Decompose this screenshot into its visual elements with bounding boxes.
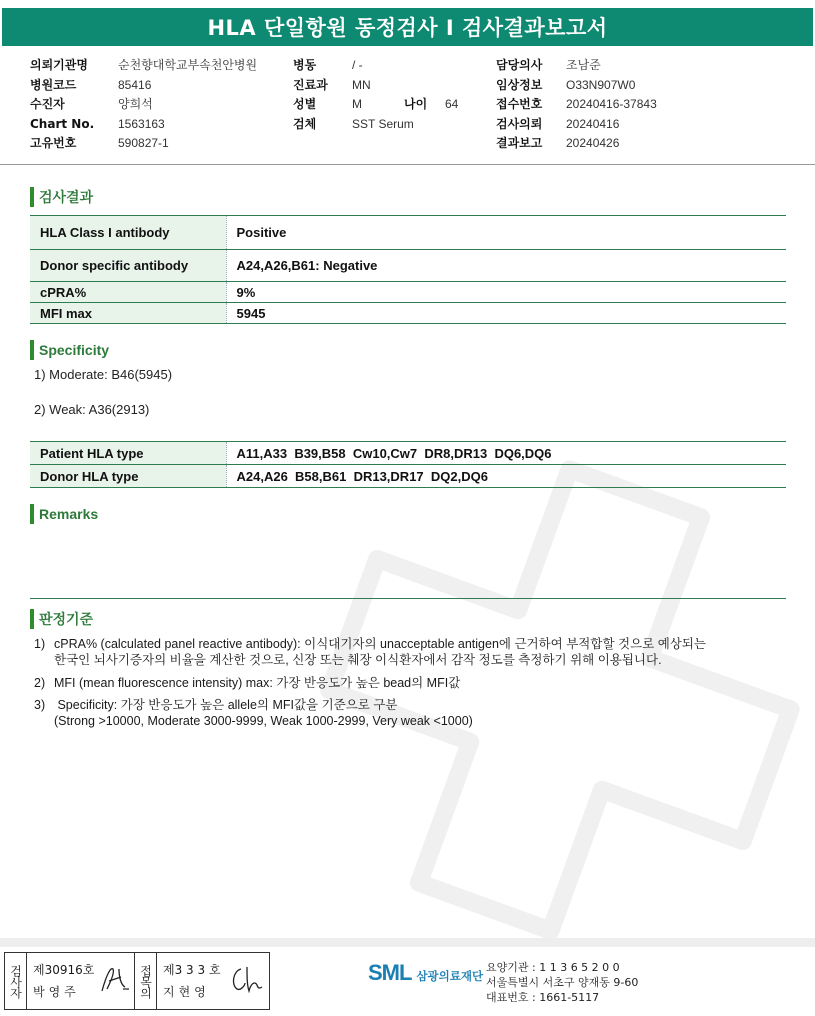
- info-row: [30, 134, 257, 154]
- criteria-section-title: [30, 609, 93, 629]
- hla-key: Patient HLA type: [30, 442, 226, 465]
- info-row: [30, 56, 257, 76]
- specificity-line: 2) Weak: A36(2913): [34, 402, 150, 417]
- info-value: 양희석: [118, 97, 153, 111]
- info-label: 수진자: [30, 97, 65, 111]
- info-value: 20240416: [566, 116, 620, 131]
- table-row: [30, 282, 786, 303]
- info-value: 20240426: [566, 136, 620, 150]
- criteria-text: (Strong >10000, Moderate 3000-9999, Weak 1000-2999, Very weak <1000): [54, 714, 473, 728]
- info-label: 의뢰기관명: [30, 58, 88, 72]
- info-row: [496, 56, 657, 76]
- remarks-divider: [30, 598, 786, 599]
- report-title: HLA 단일항원 동정검사 I 검사결과보고서: [207, 16, 608, 40]
- hla-key: Donor HLA type: [30, 465, 226, 488]
- supervisor-signature-icon: [227, 963, 265, 997]
- info-label: 임상정보: [496, 77, 543, 92]
- info-label: 성별: [293, 97, 317, 111]
- info-row: [293, 76, 458, 96]
- info-value: O33N907W0: [566, 77, 636, 92]
- table-row: [30, 465, 786, 488]
- header-column-1: [30, 56, 257, 154]
- info-row: [30, 76, 257, 96]
- info-label: 병동: [293, 58, 317, 72]
- info-value: SST Serum: [352, 116, 414, 131]
- tester-license: 제30916호: [33, 963, 95, 977]
- info-label: 결과보고: [496, 136, 543, 150]
- section-marker: [30, 504, 34, 524]
- criteria-number: 1): [34, 637, 46, 651]
- result-value: Positive: [226, 216, 786, 250]
- info-label: 담당의사: [496, 58, 543, 72]
- tester-signature-icon: [99, 963, 133, 997]
- header-column-3: [496, 56, 657, 154]
- criteria-text: cPRA% (calculated panel reactive antibody): 이식대기자의 unacceptable antigen에 근거하여 부적합할 것으로 예상되는: [54, 637, 706, 651]
- corp-info-line: 서울특별시 서초구 양재동 9-60: [486, 976, 639, 989]
- criteria-text: MFI (mean fluorescence intensity) max: 가장 반응도가 높은 bead의 MFI값: [54, 676, 461, 690]
- info-value: / -: [352, 58, 363, 72]
- supervisor-label-text: 접목의: [138, 964, 153, 998]
- info-row: [293, 95, 458, 115]
- corporate-info: [486, 960, 638, 1005]
- info-label: 접수번호: [496, 97, 543, 111]
- result-value: 5945: [226, 303, 786, 324]
- age-label: 나이: [404, 97, 428, 111]
- hla-value: A11,A33 B39,B58 Cw10,Cw7 DR8,DR13 DQ6,DQ6: [226, 442, 786, 465]
- tester-cell: [27, 953, 135, 1009]
- footer-band: [0, 938, 815, 947]
- result-key: HLA Class I antibody: [30, 216, 226, 250]
- hla-type-table: [30, 441, 786, 488]
- corp-info-line: 요양기관 : 1 1 3 6 5 2 0 0: [486, 961, 620, 974]
- tester-name: 박영주: [33, 985, 80, 999]
- section-marker: [30, 340, 34, 360]
- age-value: 64: [445, 97, 459, 111]
- specificity-section-title: [30, 340, 109, 360]
- info-label: 진료과: [293, 77, 328, 92]
- info-value: M: [352, 97, 362, 111]
- info-row: [496, 115, 657, 135]
- specificity-line: 1) Moderate: B46(5945): [34, 367, 173, 382]
- info-row: [30, 115, 257, 135]
- table-row: [30, 216, 786, 250]
- sml-logo-name: 삼광의료재단: [416, 969, 484, 983]
- info-label: Chart No.: [30, 116, 95, 131]
- section-marker: [30, 187, 34, 207]
- criteria-item: [34, 697, 794, 731]
- criteria-number: 2): [34, 676, 46, 690]
- info-label: 검사의뢰: [496, 116, 543, 131]
- tester-label: [5, 953, 27, 1009]
- criteria-number: 3): [34, 698, 46, 712]
- info-value: 20240416-37843: [566, 97, 657, 111]
- results-section-title: [30, 187, 93, 207]
- info-value: 85416: [118, 77, 152, 92]
- sml-logo: [368, 960, 483, 986]
- supervisor-cell: [157, 953, 269, 1009]
- result-value: 9%: [226, 282, 786, 303]
- tester-label-text: 검사자: [8, 964, 23, 998]
- info-row: [496, 134, 657, 154]
- info-value: 1563163: [118, 116, 165, 131]
- info-label: 검체: [293, 116, 317, 131]
- result-key: Donor specific antibody: [30, 250, 226, 282]
- section-title-text: 검사결과: [39, 189, 94, 205]
- criteria-item: [34, 675, 794, 693]
- info-row: [30, 95, 257, 115]
- signature-box: [4, 952, 270, 1010]
- info-row: [293, 115, 458, 135]
- criteria-text: 한국인 뇌사기증자의 비율을 계산한 것으로, 신장 또는 췌장 이식환자에서 감작 정도를 측정하기 위해 이용됩니다.: [54, 653, 662, 667]
- section-title-text: 판정기준: [39, 611, 94, 627]
- info-label: 병원코드: [30, 77, 77, 92]
- sml-logo-text: SML: [368, 960, 412, 985]
- report-title-bar: [2, 8, 813, 46]
- info-row: [496, 95, 657, 115]
- result-value: A24,A26,B61: Negative: [226, 250, 786, 282]
- corp-info-line: 대표번호 : 1661-5117: [486, 991, 600, 1004]
- supervisor-license: 제3 3 3 호: [163, 963, 221, 977]
- section-title-text: Specificity: [39, 342, 110, 358]
- table-row: [30, 442, 786, 465]
- info-value: 조남준: [566, 58, 601, 72]
- supervisor-label: [135, 953, 157, 1009]
- info-value: 순천향대학교부속천안병원: [118, 58, 258, 72]
- info-row: [496, 76, 657, 96]
- section-title-text: Remarks: [39, 506, 99, 522]
- table-row: [30, 303, 786, 324]
- info-value: MN: [352, 77, 371, 92]
- criteria-item: [34, 636, 794, 670]
- supervisor-name: 지현영: [163, 985, 210, 999]
- info-row: [293, 56, 458, 76]
- info-value: 590827-1: [118, 136, 169, 150]
- section-marker: [30, 609, 34, 629]
- header-divider: [0, 164, 815, 165]
- table-row: [30, 250, 786, 282]
- criteria-text: Specificity: 가장 반응도가 높은 allele의 MFI값을 기준으로 구분: [54, 698, 398, 712]
- info-label: 고유번호: [30, 136, 77, 150]
- result-key: cPRA%: [30, 282, 226, 303]
- header-column-2: [293, 56, 458, 134]
- hla-value: A24,A26 B58,B61 DR13,DR17 DQ2,DQ6: [226, 465, 786, 488]
- remarks-section-title: [30, 504, 98, 524]
- result-key: MFI max: [30, 303, 226, 324]
- results-table: [30, 215, 786, 324]
